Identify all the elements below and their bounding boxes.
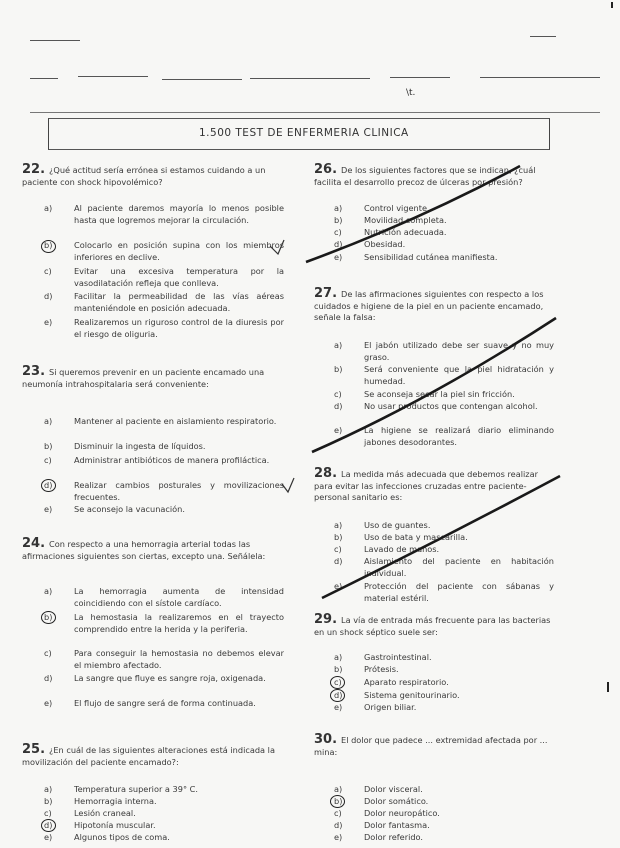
option-text: Se aconseja secar la piel sin fricción. xyxy=(364,389,515,399)
option-letter: d) xyxy=(334,401,343,411)
option-letter: e) xyxy=(44,832,53,842)
stray-mark: \t. xyxy=(406,88,416,98)
question-stem: De los siguientes factores que se indican, ¿cuál facilita el desarrollo precoz de úlceras por presión? xyxy=(314,165,536,187)
option-text: Hipotonía muscular. xyxy=(74,820,156,830)
option-text: Dolor fantasma. xyxy=(364,820,430,830)
option-text: Temperatura superior a 39° C. xyxy=(74,784,198,794)
option-text: Dolor visceral. xyxy=(364,784,423,794)
option-letter: a) xyxy=(334,203,343,213)
option-text: Realizar cambios posturales y movilizaciones frecuentes. xyxy=(74,480,284,502)
option-letter: e) xyxy=(334,252,343,262)
option-letter: a) xyxy=(334,340,343,350)
option-letter: d) xyxy=(44,673,53,683)
option-letter: c) xyxy=(334,389,342,399)
option-text: Dolor neuropático. xyxy=(364,808,440,818)
option-text: No usar productos que contengan alcohol. xyxy=(364,401,538,411)
option-text: La hemostasia la realizaremos en el trayecto comprendido entre la herida y la periferia. xyxy=(74,612,284,634)
question-stem: Con respecto a una hemorragia arterial todas las afirmaciones siguientes son ciertas, excepto una. Señálela: xyxy=(22,539,266,561)
option-text: Se aconsejo la vacunación. xyxy=(74,504,185,514)
option-letter: a) xyxy=(334,784,343,794)
option-letter: c) xyxy=(44,266,52,276)
option-letter: c) xyxy=(44,648,52,658)
option-text: Hemorragia interna. xyxy=(74,796,157,806)
question-stem: ¿Qué actitud sería errónea si estamos cuidando a un paciente con shock hipovolémico? xyxy=(22,165,266,187)
question-number: 26. xyxy=(314,162,338,177)
option-text: Será conveniente que la piel hidratación y humedad. xyxy=(364,364,554,386)
option-text: Origen biliar. xyxy=(364,702,417,712)
option-text: Aparato respiratorio. xyxy=(364,677,449,687)
question-number: 22. xyxy=(22,162,46,177)
option-letter: b) xyxy=(44,441,53,451)
option-text: Uso de bata y mascarilla. xyxy=(364,532,468,542)
option-text: Nutrición adecuada. xyxy=(364,227,447,237)
option-letter: d) xyxy=(334,556,343,566)
question-stem: De las afirmaciones siguientes con respecto a los cuidados e higiene de la piel en un paciente encamado, señale la falsa: xyxy=(314,289,544,322)
option-letter: a) xyxy=(334,520,343,530)
question-stem: El dolor que padece ... extremidad afectada por ... mina: xyxy=(314,735,548,757)
question-stem: La vía de entrada más frecuente para las bacterias en un shock séptico suele ser: xyxy=(314,615,551,637)
option-text: Facilitar la permeabilidad de las vías aéreas manteniéndole en posición adecuada. xyxy=(74,291,284,313)
question-number: 29. xyxy=(314,612,338,627)
strike-stroke xyxy=(312,318,556,452)
option-text: Protección del paciente con sábanas y material estéril. xyxy=(364,581,554,603)
option-letter: b) xyxy=(334,796,343,806)
option-letter: e) xyxy=(44,698,53,708)
question-number: 27. xyxy=(314,286,338,301)
option-letter: c) xyxy=(334,544,342,554)
option-text: La sangre que fluye es sangre roja, oxigenada. xyxy=(74,673,266,683)
option-letter: a) xyxy=(44,203,53,213)
option-text: Disminuir la ingesta de líquidos. xyxy=(74,441,206,451)
option-text: Dolor somático. xyxy=(364,796,429,806)
option-letter: e) xyxy=(334,832,343,842)
option-letter: a) xyxy=(44,586,53,596)
page-title: 1.500 TEST DE ENFERMERIA CLINICA xyxy=(199,127,409,139)
option-text: Uso de guantes. xyxy=(364,520,431,530)
option-letter: c) xyxy=(334,227,342,237)
option-text: Sensibilidad cutánea manifiesta. xyxy=(364,252,498,262)
option-text: Administrar antibióticos de manera profiláctica. xyxy=(74,455,270,465)
option-text: La higiene se realizará diario eliminando jabones desodorantes. xyxy=(364,425,554,447)
option-letter: b) xyxy=(44,796,53,806)
option-letter: a) xyxy=(44,416,53,426)
option-letter: d) xyxy=(334,820,343,830)
option-text: La hemorragia aumenta de intensidad coincidiendo con el sístole cardíaco. xyxy=(74,586,284,608)
option-letter: e) xyxy=(44,504,53,514)
option-text: El flujo de sangre será de forma continuada. xyxy=(74,698,256,708)
strike-stroke xyxy=(322,476,560,598)
option-letter: c) xyxy=(44,808,52,818)
check-mark xyxy=(282,478,294,492)
option-letter: b) xyxy=(334,532,343,542)
question-number: 24. xyxy=(22,536,46,551)
option-letter: d) xyxy=(44,820,53,830)
question-number: 30. xyxy=(314,732,338,747)
option-letter: e) xyxy=(44,317,53,327)
option-text: Aislamiento del paciente en habitación individual. xyxy=(364,556,554,578)
option-letter: e) xyxy=(334,425,343,435)
option-letter: c) xyxy=(334,677,342,687)
option-text: Movilidad completa. xyxy=(364,215,447,225)
option-text: Realizaremos un riguroso control de la diuresis por el riesgo de oliguria. xyxy=(74,317,284,339)
question-number: 23. xyxy=(22,364,46,379)
question-number: 25. xyxy=(22,742,46,757)
strike-stroke xyxy=(306,166,520,262)
option-text: El jabón utilizado debe ser suave y no muy graso. xyxy=(364,340,554,362)
option-letter: b) xyxy=(334,364,343,374)
option-text: Obesidad. xyxy=(364,239,406,249)
option-text: Control vigente. xyxy=(364,203,430,213)
question-stem: ¿En cuál de las siguientes alteraciones está indicada la movilización del paciente encamado?: xyxy=(22,745,275,767)
option-text: Lavado de manos. xyxy=(364,544,440,554)
option-text: Prótesis. xyxy=(364,664,399,674)
question-stem: Si queremos prevenir en un paciente encamado una neumonía intrahospitalaria será conveniente: xyxy=(22,367,265,389)
option-letter: d) xyxy=(44,291,53,301)
option-text: Algunos tipos de coma. xyxy=(74,832,170,842)
option-text: Evitar una excesiva temperatura por la vasodilatación refleja que conlleva. xyxy=(74,266,284,288)
option-text: Gastrointestinal. xyxy=(364,652,432,662)
option-letter: a) xyxy=(44,784,53,794)
option-letter: c) xyxy=(44,455,52,465)
option-letter: c) xyxy=(334,808,342,818)
option-letter: b) xyxy=(44,240,53,250)
option-text: Para conseguir la hemostasia no debemos elevar el miembro afectado. xyxy=(74,648,284,670)
check-mark xyxy=(270,240,284,254)
option-letter: b) xyxy=(334,215,343,225)
option-text: Mantener al paciente en aislamiento respiratorio. xyxy=(74,416,277,426)
option-letter: a) xyxy=(334,652,343,662)
option-letter: d) xyxy=(334,239,343,249)
option-letter: e) xyxy=(334,581,343,591)
option-letter: b) xyxy=(44,612,53,622)
option-text: Lesión craneal. xyxy=(74,808,136,818)
option-text: Dolor referido. xyxy=(364,832,424,842)
question-stem: La medida más adecuada que debemos realizar para evitar las infecciones cruzadas entre paciente-personal sanitario es: xyxy=(314,469,538,502)
option-text: Al paciente daremos mayoría lo menos posible hasta que logremos mejorar la circulación. xyxy=(74,203,284,225)
option-letter: e) xyxy=(334,702,343,712)
option-text: Sistema genitourinario. xyxy=(364,690,460,700)
question-number: 28. xyxy=(314,466,338,481)
option-letter: b) xyxy=(334,664,343,674)
option-letter: d) xyxy=(334,690,343,700)
option-letter: d) xyxy=(44,480,53,490)
option-text: Colocarlo en posición supina con los miembros inferiores en declive. xyxy=(74,240,284,262)
